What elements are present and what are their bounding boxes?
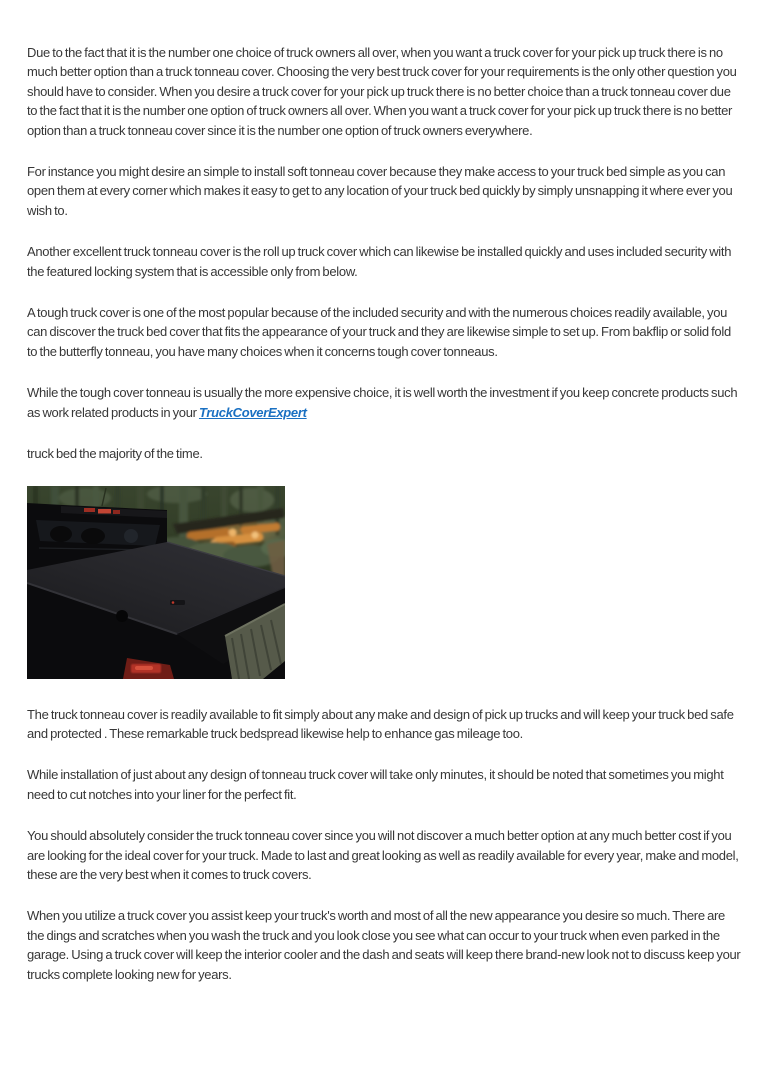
truckcoverexpert-link[interactable]: TruckCoverExpert [198, 404, 307, 420]
truck-tonneau-cover-photo [27, 486, 285, 679]
paragraph-roll-up-cover: Another excellent truck tonneau cover is the roll up truck cover which can likewise be installed quickly and uses included security with the featured locking system that is accessible only from below. [27, 244, 732, 279]
paragraph-tough-cover: A tough truck cover is one of the most popular because of the included security and with the numerous choices readily available, you can discover the truck bed cover that fits the appearance of your truck and they are likewise simple to set up. From bakflip or solid fold to the butterfly tonneau, you have many choices when it concerns tough cover tonneaus. [27, 305, 731, 359]
paragraph-truck-bed-line: truck bed the majority of the time. [27, 446, 203, 462]
paragraph-intro: Due to the fact that it is the number one choice of truck owners all over, when you want a truck cover for your pick up truck there is no much better option than a truck tonneau cover. Choosing the very best truck cover for your requirements is the only other question you should have to consider. When you desire a truck cover for your pick up truck there is no better choice than a truck tonneau cover due to the fact that it is the number one option of truck owners all over. When you want a truck cover for your pick up truck there is no better option than a truck tonneau cover since it is the number one option of truck owners everywhere. [27, 45, 737, 138]
paragraph-truck-worth: When you utilize a truck cover you assist keep your truck's worth and most of all the new appearance you desire so much. There are the dings and scratches when you wash the truck and you look close you see what can occur to your truck when even parked in the garage. Using a truck cover will keep the interior cooler and the dash and seats will keep there brand-new look not to discuss keep your trucks complete looking new for years. [27, 908, 741, 982]
cover-latch [116, 610, 128, 622]
paragraph-installation: While installation of just about any design of tonneau truck cover will take only minutes, it should be noted that sometimes you might need to cut notches into your liner for the perfect fit. [27, 767, 724, 802]
truck-photo-illustration [27, 486, 285, 679]
paragraph-fit-any-truck: The truck tonneau cover is readily available to fit simply about any make and design of pick up trucks and will keep your truck bed safe and protected . These remarkable truck bedspread likewise help to enhance gas mileage too. [27, 706, 734, 741]
paragraph-with-link [27, 383, 741, 422]
paragraph-consider-cover: You should absolutely consider the truck tonneau cover since you will not discover a much better option at any much better cost if you are looking for the ideal cover for your truck. Made to last and great looking as well as readily available for every year, make and model, these are the very best when it comes to truck covers. [27, 828, 739, 882]
third-brake-light [84, 508, 95, 512]
paragraph-with-link-text: While the tough cover tonneau is usually the more expensive choice, it is well worth the investment if you keep concrete products such as work related products in your [27, 385, 738, 420]
paragraph-soft-tonneau: For instance you might desire an simple to install soft tonneau cover because they make access to your truck bed simple as you can open them at every corner which makes it easy to get to any location of your truck bed quickly by simply unsnapping it where ever you wish to. [27, 164, 733, 218]
